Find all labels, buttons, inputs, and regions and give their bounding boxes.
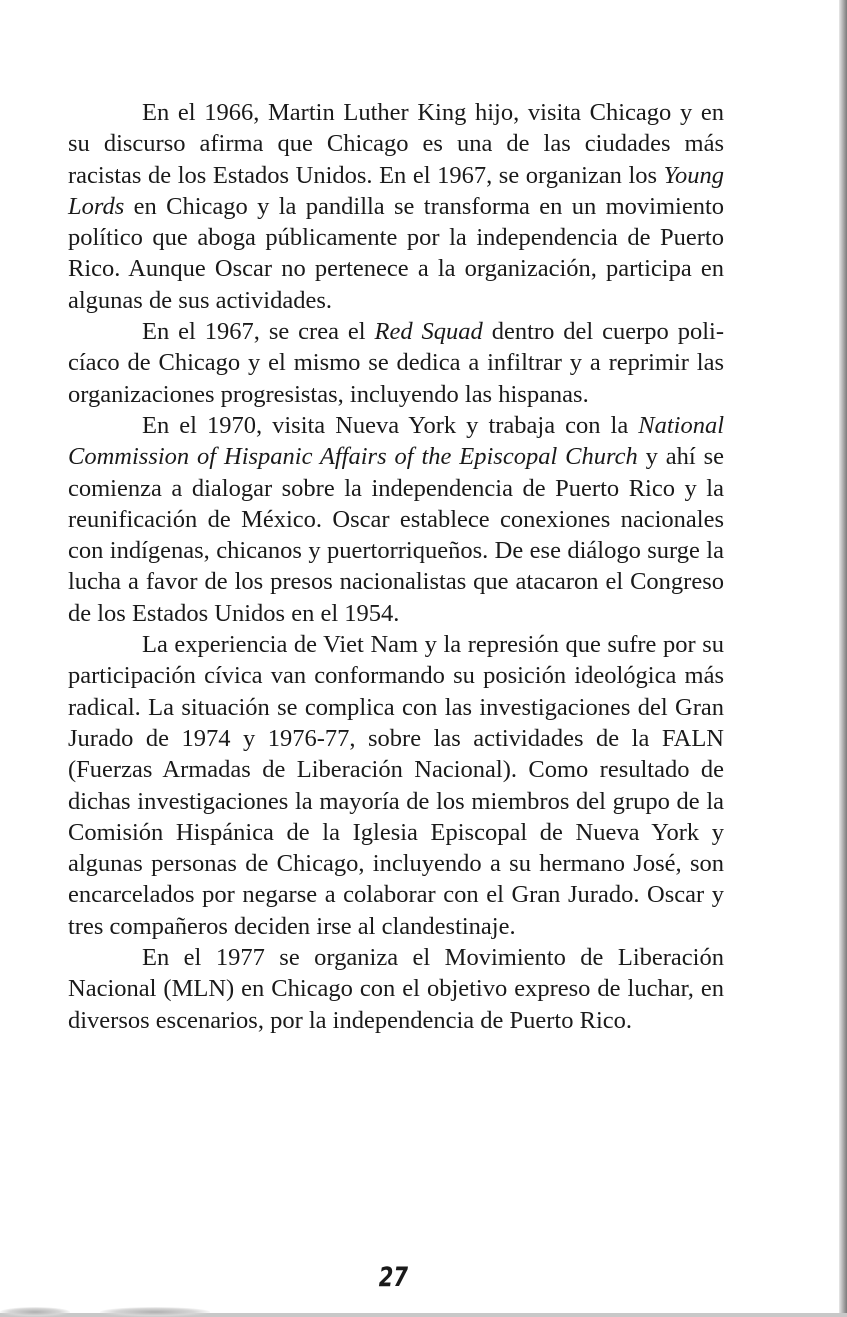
page-number: 27 [378, 1262, 409, 1293]
paragraph [68, 97, 724, 316]
body-text [68, 97, 724, 1036]
text-segment: En el 1966, Martin Luther King hijo, visita Chicago y en su discurso afirma que Chicago es una de las ciudades más racistas de los Estados Unidos. En el 1967, se organizan los [68, 99, 724, 189]
text-segment: La experiencia de Viet Nam y la represión que sufre por su participación cívica van conformando su posición ideológica más radical. La situación se complica con las investigaciones del Gran Jurado de 1974 y 1976-77, sobre las actividades de la FALN (Fuerzas Armadas de Liberación Nacional). Como resultado de dichas investigaciones la mayoría de los miembros del grupo de la Comisión Hispánica de la Iglesia Episcopal de Nueva York y algunas personas de Chicago, incluyendo a su hermano José, son encarcelados por negarse a colaborar con el Gran Jurado. Oscar y tres compañeros deciden irse al clandestinaje. [68, 631, 724, 940]
paragraph [68, 629, 724, 942]
text-segment: y ahí se comienza a dialogar sobre la independencia de Puerto Rico y la reunificación de México. Oscar establece conexiones nacionales con indígenas, chicanos y puertorriqueños. De ese diálogo surge la lucha a favor de los presos nacionalistas que atacaron el Congreso de los Estados Unidos en el 1954. [68, 443, 725, 627]
text-segment: dentro del cuerpo policíaco de Chicago y el mismo se dedica a infiltrar y a reprimir las organizaciones progresistas, incluyendo las hispanas. [68, 318, 724, 408]
paragraph [68, 410, 724, 629]
paragraph [68, 942, 724, 1036]
page-edge-shadow [839, 0, 847, 1317]
text-segment: En el 1977 se organiza el Movimiento de Liberación Nacional (MLN) en Chicago con el objetivo expreso de luchar, en diversos escenarios, por la independencia de Puerto Rico. [68, 944, 724, 1034]
paragraph [68, 316, 724, 410]
scan-smudge-center [100, 1307, 210, 1317]
italic-text: Young Lords [68, 161, 724, 220]
text-segment: en Chicago y la pandilla se transforma en un movimiento político que aboga públicamente por la independencia de Puerto Rico. Aunque Oscar no pertenece a la organización, participa en algunas de sus actividades. [68, 192, 724, 314]
italic-text: National Commission of Hispanic Affairs of the Episcopal Church [68, 411, 724, 471]
text-segment: En el 1970, visita Nueva York y trabaja con la [142, 411, 639, 439]
italic-text: Red Squad [374, 318, 483, 346]
text-segment: En el 1967, se crea el [142, 318, 375, 346]
scan-smudge-left [0, 1307, 70, 1317]
